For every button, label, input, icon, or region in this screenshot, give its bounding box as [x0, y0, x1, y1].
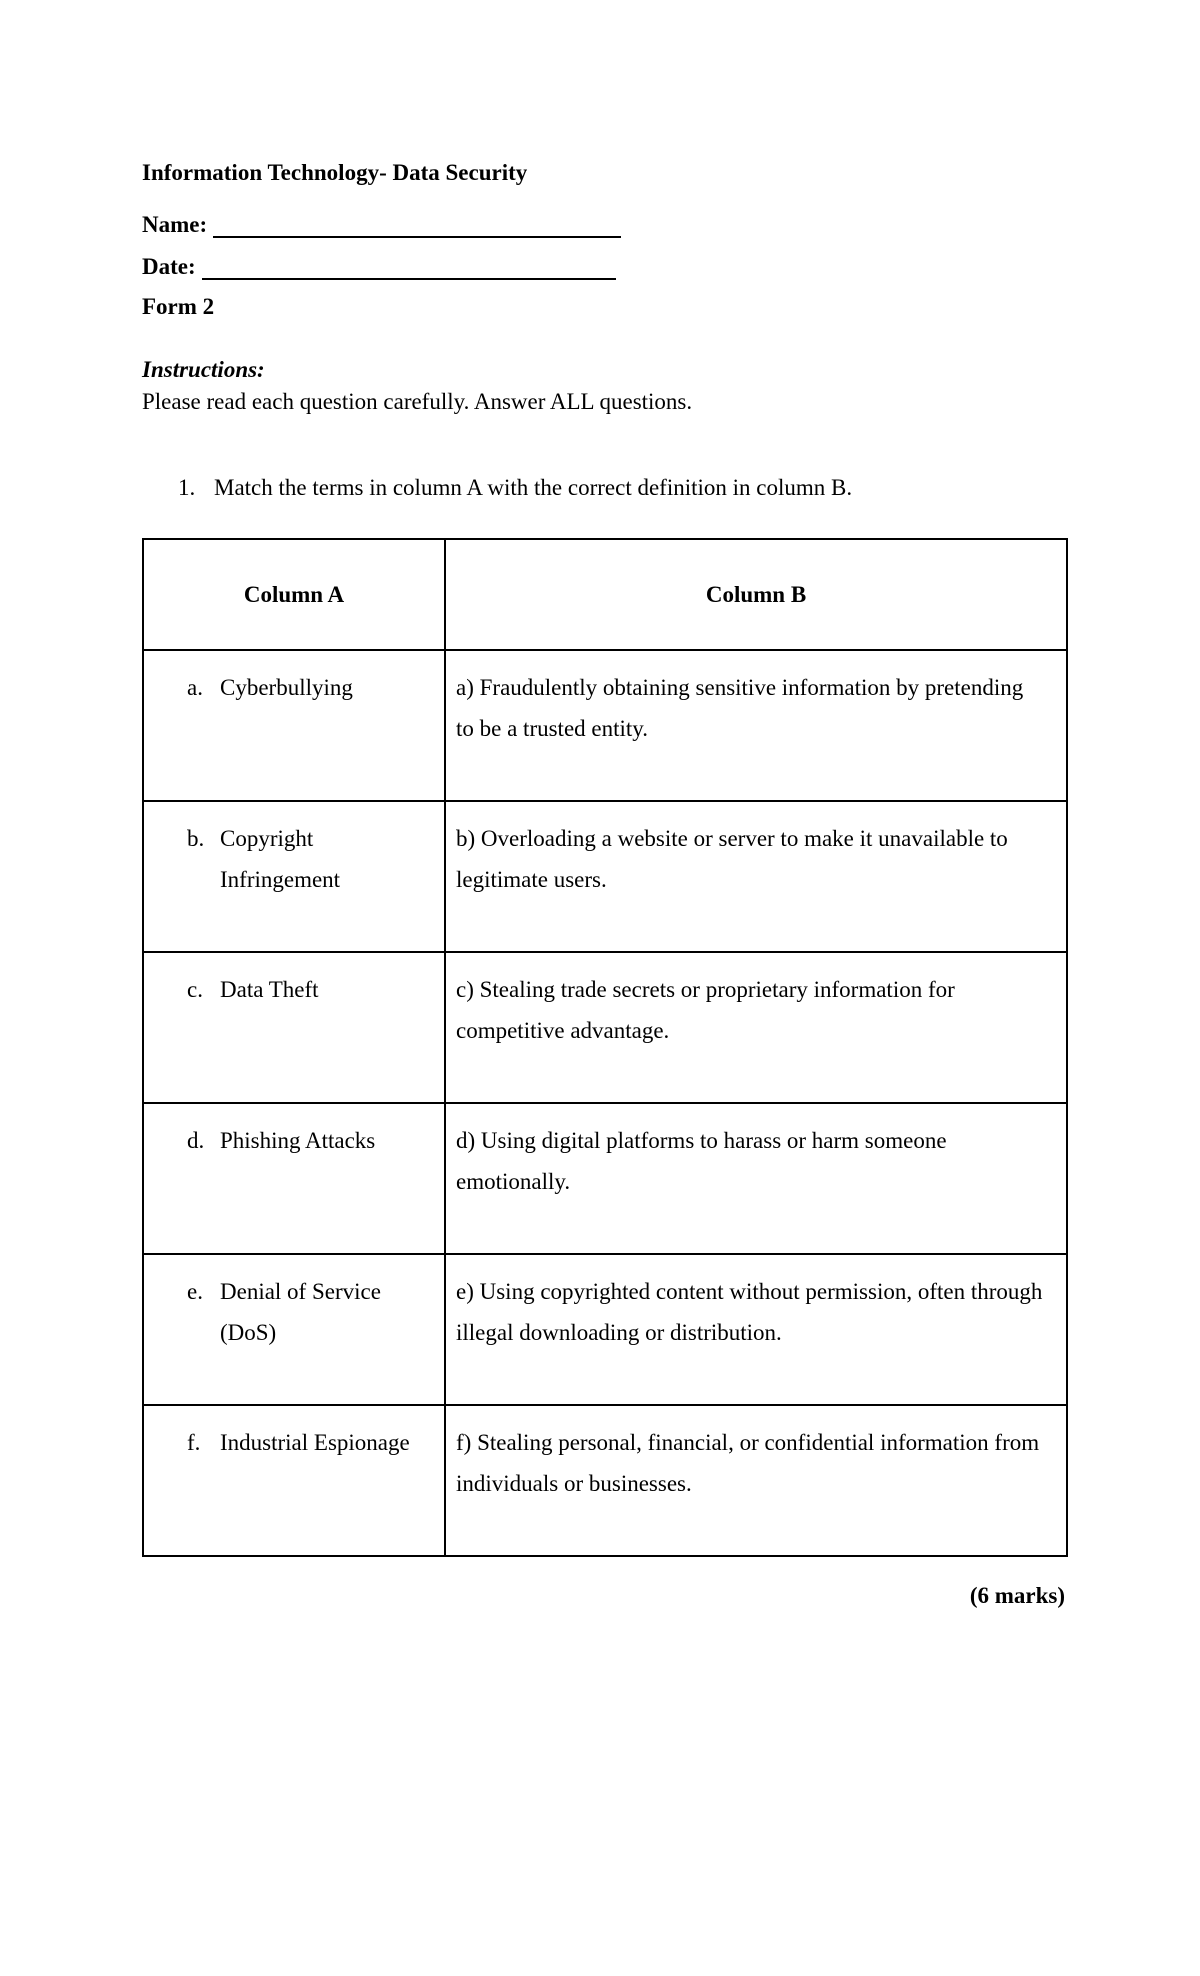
- term-text: Industrial Espionage: [220, 1430, 410, 1455]
- term-cell: [143, 1405, 445, 1556]
- definition-cell: [445, 952, 1067, 1103]
- table-row: [143, 801, 1067, 952]
- term-letter: d.: [187, 1128, 205, 1153]
- instructions-heading: Instructions:: [142, 357, 265, 382]
- term-cell: [143, 1103, 445, 1254]
- term-cell: [143, 801, 445, 952]
- column-b-header: Column B: [445, 539, 1067, 650]
- table-row: [143, 1405, 1067, 1556]
- definition-cell: [445, 801, 1067, 952]
- term-text: Denial of Service (DoS): [220, 1279, 381, 1345]
- term-letter: a.: [187, 675, 203, 700]
- question-1: [178, 475, 852, 501]
- matching-table: [142, 538, 1068, 1557]
- definition-cell: [445, 650, 1067, 801]
- document-title: Information Technology- Data Security: [142, 160, 528, 185]
- form-label: Form 2: [142, 294, 215, 319]
- definition-text: a) Fraudulently obtaining sensitive information by pretending to be a trusted entity.: [456, 675, 1024, 741]
- table-row: [143, 1254, 1067, 1405]
- definition-text: c) Stealing trade secrets or proprietary information for competitive advantage.: [456, 977, 955, 1043]
- date-field: [142, 254, 616, 280]
- term-letter: c.: [187, 977, 203, 1002]
- name-label: Name:: [142, 212, 208, 237]
- term-cell: [143, 952, 445, 1103]
- definition-text: f) Stealing personal, financial, or confidential information from individuals or businesses.: [456, 1430, 1040, 1496]
- column-a-header: Column A: [143, 539, 445, 650]
- table-header-row: [143, 539, 1067, 650]
- term-text: Cyberbullying: [220, 675, 353, 700]
- table-row: [143, 1103, 1067, 1254]
- question-number: 1.: [178, 475, 196, 500]
- term-text: Data Theft: [220, 977, 319, 1002]
- table-row: [143, 650, 1067, 801]
- definition-text: e) Using copyrighted content without permission, often through illegal downloading or distribution.: [456, 1279, 1043, 1345]
- definition-cell: [445, 1405, 1067, 1556]
- term-cell: [143, 1254, 445, 1405]
- definition-cell: [445, 1254, 1067, 1405]
- term-letter: e.: [187, 1279, 203, 1304]
- term-text: Copyright Infringement: [220, 826, 341, 892]
- date-label: Date:: [142, 254, 196, 279]
- table-row: [143, 952, 1067, 1103]
- definition-text: d) Using digital platforms to harass or harm someone emotionally.: [456, 1128, 947, 1194]
- instructions-text: Please read each question carefully. Answer ALL questions.: [142, 389, 693, 414]
- name-field: [142, 212, 621, 238]
- question-text: Match the terms in column A with the correct definition in column B.: [214, 475, 853, 500]
- definition-cell: [445, 1103, 1067, 1254]
- marks-label: (6 marks): [969, 1583, 1065, 1608]
- date-blank-line: [202, 258, 616, 280]
- term-text: Phishing Attacks: [220, 1128, 376, 1153]
- name-blank-line: [213, 216, 621, 238]
- definition-text: b) Overloading a website or server to make it unavailable to legitimate users.: [456, 826, 1008, 892]
- term-cell: [143, 650, 445, 801]
- term-letter: f.: [187, 1430, 201, 1455]
- term-letter: b.: [187, 826, 205, 851]
